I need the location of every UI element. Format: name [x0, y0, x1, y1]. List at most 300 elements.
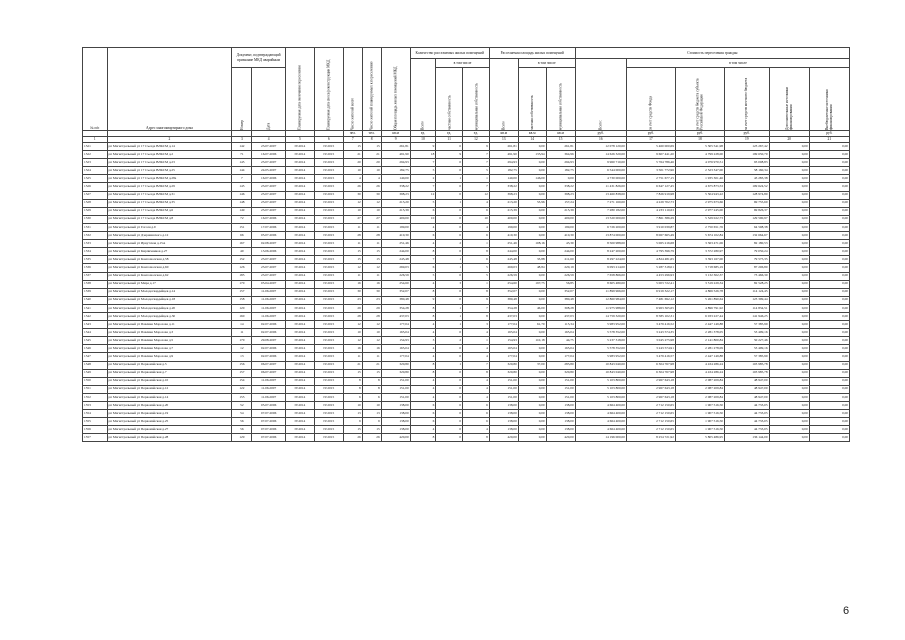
table-cell: 170: [232, 337, 252, 345]
table-cell: 8: [343, 385, 362, 393]
table-cell: IV.2015: [314, 183, 343, 191]
table-cell: 10: [343, 329, 362, 337]
table-cell: рп Магистральный ул Первомайская д.20: [107, 402, 232, 410]
table-cell: 10: [362, 329, 381, 337]
table-cell: 15: [362, 426, 381, 434]
table-cell: 16: [343, 280, 362, 288]
table-cell: 0,00: [769, 361, 809, 369]
table-cell: 0,00: [518, 418, 546, 426]
table-cell: 3: [410, 337, 436, 345]
table-cell: 11: [343, 223, 362, 231]
table-cell: 2 977 245,00: [675, 207, 724, 215]
table-cell: 213,20: [381, 199, 410, 207]
table-cell: IV.2015: [314, 321, 343, 329]
table-cell: 23.07.2007: [252, 183, 285, 191]
unit-cell: ед.: [410, 131, 436, 137]
table-cell: 4: [410, 321, 436, 329]
table-cell: 0,00: [518, 402, 546, 410]
table-cell: 4 233 110,63: [626, 207, 675, 215]
table-cell: 0,00: [518, 345, 546, 353]
header-col-document: Документ, подтверждающий признание МКД аварийным: [232, 48, 286, 68]
table-cell: 0,00: [518, 434, 546, 442]
table-cell: 410,30: [489, 232, 518, 240]
table-cell: 3 501 772,96: [626, 167, 675, 175]
table-cell: 8: [463, 434, 490, 442]
unit-cell: руб.: [724, 131, 769, 137]
table-cell: IV.2014: [285, 248, 314, 256]
table-cell: 269,03: [381, 264, 410, 272]
table-cell: рп Магистральный ул 17 Съезда ВЛКСМ д.35: [107, 199, 232, 207]
table-cell: 12: [343, 199, 362, 207]
table-cell: 79 050,24: [724, 248, 769, 256]
table-cell: 1536: [83, 264, 108, 272]
table-cell: 338,22: [489, 183, 518, 191]
header-col-planned-relocation: Планируемая дата окончания переселения: [285, 48, 314, 131]
table-cell: 44 733,05: [724, 418, 769, 426]
table-cell: 0: [436, 248, 463, 256]
table-cell: IV.2015: [314, 337, 343, 345]
table-cell: 165,04: [381, 345, 410, 353]
table-cell: 13 520 000,00: [575, 215, 626, 223]
table-cell: 02.08.2007: [252, 240, 285, 248]
table-row: [83, 256, 850, 264]
table-cell: 64 508,38: [724, 223, 769, 231]
table-cell: 308,28: [546, 304, 575, 312]
table-cell: 5 237 318,00: [575, 337, 626, 345]
table-cell: 0,00: [769, 256, 809, 264]
table-cell: 0: [436, 232, 463, 240]
table-cell: 5 103 800,00: [575, 385, 626, 393]
table-header: [83, 48, 850, 143]
table-cell: 0,00: [518, 377, 546, 385]
table-cell: 114 834,51: [724, 304, 769, 312]
table-cell: 0,00: [809, 312, 849, 320]
table-cell: 145: [232, 159, 252, 167]
table-cell: 27: [362, 215, 381, 223]
table-cell: 7 481 692,12: [626, 296, 675, 304]
table-cell: 177,04: [489, 321, 518, 329]
table-cell: 151,00: [381, 377, 410, 385]
table-cell: 151,00: [546, 385, 575, 393]
table-cell: 0: [436, 191, 463, 199]
table-cell: 11.06.2007: [252, 312, 285, 320]
table-cell: 215,39: [546, 207, 575, 215]
table-cell: 8: [362, 377, 381, 385]
table-cell: 1552: [83, 393, 108, 401]
table-cell: 254,60: [381, 280, 410, 288]
table-body: [83, 143, 850, 442]
table-cell: 420,00: [489, 434, 518, 442]
column-number-cell: 12: [463, 137, 490, 143]
table-cell: 10: [343, 402, 362, 410]
header-col-date: Дата: [252, 68, 285, 131]
table-cell: 3 393 167,00: [675, 256, 724, 264]
table-cell: 23.07.2007: [252, 207, 285, 215]
table-cell: 7 861 386,29: [626, 215, 675, 223]
table-cell: IV.2015: [314, 240, 343, 248]
table-cell: IV.2014: [285, 159, 314, 167]
table-cell: 4 795 396,79: [626, 248, 675, 256]
table-cell: 0,00: [518, 248, 546, 256]
table-cell: 0,00: [518, 288, 546, 296]
table-cell: 02.07.2006: [252, 353, 285, 361]
table-cell: 1544: [83, 329, 108, 337]
table-cell: 5 003 722,41: [626, 280, 675, 288]
table-cell: IV.2015: [314, 143, 343, 151]
table-cell: рп Магистральный ул Молодогвардейцев д.30: [107, 312, 232, 320]
table-cell: 1: [463, 240, 490, 248]
table-cell: 1540: [83, 296, 108, 304]
table-cell: 0: [436, 223, 463, 231]
table-cell: 122: [232, 385, 252, 393]
table-cell: 2 712 150,65: [626, 418, 675, 426]
table-cell: 11.06.2007: [252, 288, 285, 296]
table-row: [83, 385, 850, 393]
table-cell: 1527: [83, 191, 108, 199]
table-cell: IV.2014: [285, 385, 314, 393]
table-cell: 364,96: [546, 151, 575, 159]
table-cell: 13 460 838,00: [575, 191, 626, 199]
table-cell: 9: [463, 296, 490, 304]
header-cost-fund: за счет средств Фонда: [626, 68, 675, 131]
table-cell: 0: [436, 272, 463, 280]
table-cell: 420,00: [546, 434, 575, 442]
table-cell: 0,00: [518, 296, 546, 304]
table-cell: 23: [343, 296, 362, 304]
table-cell: 0: [436, 288, 463, 296]
table-cell: 2 751 677,15: [626, 175, 675, 183]
table-cell: рп Магистральный ул Первомайская д.7: [107, 369, 232, 377]
table-cell: 0,00: [809, 377, 849, 385]
table-cell: 21: [362, 151, 381, 159]
table-cell: рп Магистральный ул Первомайская д.14: [107, 393, 232, 401]
table-cell: 8: [343, 377, 362, 385]
table-cell: IV.2014: [285, 199, 314, 207]
table-cell: IV.2015: [314, 280, 343, 288]
table-cell: 13: [343, 410, 362, 418]
table-cell: 7: [410, 183, 436, 191]
table-cell: 24.05.2007: [252, 167, 285, 175]
table-cell: IV.2014: [285, 232, 314, 240]
table-row: [83, 264, 850, 272]
table-cell: 1: [463, 175, 490, 183]
table-cell: IV.2014: [285, 183, 314, 191]
table-cell: 93 008,83: [724, 159, 769, 167]
table-cell: 0,00: [809, 353, 849, 361]
table-cell: 23.07.2007: [252, 191, 285, 199]
table-cell: 0,00: [769, 288, 809, 296]
table-cell: 6: [463, 232, 490, 240]
table-cell: 29: [343, 304, 362, 312]
table-cell: 02.07.2006: [252, 321, 285, 329]
table-cell: 29: [362, 304, 381, 312]
table-cell: IV.2015: [314, 151, 343, 159]
table-cell: IV.2015: [314, 345, 343, 353]
table-cell: 14 626 320,00: [575, 151, 626, 159]
table-cell: 8 297 224,00: [575, 256, 626, 264]
table-cell: 0,00: [769, 296, 809, 304]
table-cell: 0,00: [769, 232, 809, 240]
table-cell: IV.2014: [285, 321, 314, 329]
table-row: [83, 329, 850, 337]
table-cell: 0,00: [809, 329, 849, 337]
table-cell: 0: [436, 207, 463, 215]
table-cell: 0: [436, 410, 463, 418]
table-cell: IV.2015: [314, 207, 343, 215]
table-cell: 69 755,60: [724, 199, 769, 207]
table-cell: 2 967 643,18: [626, 393, 675, 401]
table-cell: 8 254 721,92: [626, 434, 675, 442]
table-cell: 6: [463, 402, 490, 410]
table-cell: 1531: [83, 223, 108, 231]
header-room-count-group: Количество расселяемых жилых помещений: [410, 48, 489, 59]
table-cell: 1553: [83, 402, 108, 410]
table-cell: 12 860 984,00: [575, 296, 626, 304]
header-cost-regional: за счет средств бюджета субъекта Российской Федерации: [675, 68, 724, 131]
table-cell: 11.06.2007: [252, 304, 285, 312]
table-row: [83, 369, 850, 377]
table-cell: IV.2015: [314, 418, 343, 426]
table-cell: 0,00: [769, 353, 809, 361]
table-cell: 9: [343, 418, 362, 426]
table-row: [83, 288, 850, 296]
table-cell: 02.07.2006: [252, 329, 285, 337]
table-cell: 213,20: [489, 199, 518, 207]
table-cell: 151,00: [546, 377, 575, 385]
column-number-cell: 6: [314, 137, 343, 143]
table-cell: 5: [463, 264, 490, 272]
table-cell: IV.2014: [285, 353, 314, 361]
table-cell: 0,00: [769, 434, 809, 442]
table-cell: IV.2014: [285, 167, 314, 175]
table-cell: 1533: [83, 240, 108, 248]
table-cell: 491,90: [381, 151, 410, 159]
table-cell: 4 434 286,24: [675, 361, 724, 369]
table-cell: 151,00: [489, 393, 518, 401]
table-cell: 0,00: [809, 337, 849, 345]
table-cell: 7: [463, 304, 490, 312]
table-cell: 0,00: [809, 345, 849, 353]
column-number-cell: 14: [518, 137, 546, 143]
table-cell: 0,00: [518, 353, 546, 361]
table-cell: 4: [410, 353, 436, 361]
table-cell: 2 087 209,84: [675, 377, 724, 385]
table-cell: 7: [410, 159, 436, 167]
table-cell: 149: [232, 207, 252, 215]
table-row: [83, 410, 850, 418]
table-cell: 410,30: [546, 232, 575, 240]
table-cell: 11: [362, 223, 381, 231]
table-cell: 6: [410, 402, 436, 410]
table-cell: 9 607 441,20: [626, 151, 675, 159]
table-cell: 56,85: [546, 280, 575, 288]
table-cell: 138,00: [489, 426, 518, 434]
table-cell: 4: [463, 385, 490, 393]
header-col-address: Адрес многоквартирного дома: [107, 48, 232, 131]
table-cell: 8: [410, 288, 436, 296]
table-cell: 5: [463, 272, 490, 280]
table-cell: 338,22: [546, 183, 575, 191]
table-cell: 1556: [83, 426, 108, 434]
table-cell: 5 578 352,00: [575, 329, 626, 337]
table-cell: 160: [232, 312, 252, 320]
table-cell: 10: [463, 215, 490, 223]
table-cell: 244,00: [546, 248, 575, 256]
table-cell: 10: [343, 207, 362, 215]
table-cell: 0,00: [809, 385, 849, 393]
table-cell: 5 460 000,69: [626, 143, 675, 151]
table-cell: 114 124,45: [724, 288, 769, 296]
table-cell: рп Магистральный ул Комсомолская д.60: [107, 264, 232, 272]
table-cell: 4 866 526,78: [675, 288, 724, 296]
table-cell: 2 447 149,88: [675, 353, 724, 361]
table-cell: 30: [362, 191, 381, 199]
table-cell: 9: [463, 143, 490, 151]
table-cell: 0,00: [769, 240, 809, 248]
table-cell: 157: [232, 369, 252, 377]
table-cell: 251,46: [381, 240, 410, 248]
table-cell: 0,00: [769, 369, 809, 377]
table-cell: 138,00: [381, 402, 410, 410]
table-cell: IV.2015: [314, 410, 343, 418]
table-cell: 1549: [83, 369, 108, 377]
column-number-cell: 9: [381, 137, 410, 143]
table-cell: 05.07.2006: [252, 232, 285, 240]
table-cell: 7 271 160,00: [575, 199, 626, 207]
table-cell: 23.07.2007: [252, 272, 285, 280]
header-rooms-private: частная собственность: [436, 68, 463, 131]
register-sheet: [82, 47, 850, 442]
table-cell: 294,93: [381, 159, 410, 167]
table-cell: 1543: [83, 321, 108, 329]
table-cell: 26: [343, 434, 362, 442]
table-cell: 182,75: [381, 167, 410, 175]
table-cell: 17.07.2006: [252, 223, 285, 231]
table-cell: 7: [463, 159, 490, 167]
table-cell: 9: [436, 151, 463, 159]
table-cell: 15: [362, 369, 381, 377]
table-cell: 4: [463, 393, 490, 401]
table-cell: 245,48: [381, 256, 410, 264]
table-cell: рп Магистральный ул Первомайская д.12: [107, 385, 232, 393]
table-cell: 138,00: [381, 426, 410, 434]
table-cell: 0: [436, 385, 463, 393]
table-cell: 05.07.2006: [252, 402, 285, 410]
table-cell: 1521: [83, 143, 108, 151]
header-col-planned-demolition: Планируемая дата сноса/реконструкции МКД: [314, 48, 343, 131]
table-cell: 0,00: [769, 151, 809, 159]
table-cell: 151,00: [546, 393, 575, 401]
header-col-residents-planned: Число жителей планируемых к переселению: [362, 48, 381, 131]
table-cell: 0,00: [809, 199, 849, 207]
table-cell: рп Магистральный ул Дзержинского д.12: [107, 232, 232, 240]
table-cell: 21: [362, 361, 381, 369]
table-cell: 4: [463, 377, 490, 385]
table-cell: 151: [232, 223, 252, 231]
table-cell: 138,00: [381, 418, 410, 426]
table-cell: 11.06.2007: [252, 385, 285, 393]
table-cell: 11: [232, 329, 252, 337]
table-cell: IV.2015: [314, 361, 343, 369]
table-cell: 1: [463, 337, 490, 345]
table-cell: 73 466,30: [724, 272, 769, 280]
unit-cell: ед.: [463, 131, 490, 137]
table-cell: 354,28: [489, 304, 518, 312]
table-cell: 15: [343, 143, 362, 151]
header-col-no: № п/п: [83, 48, 108, 131]
table-cell: IV.2014: [285, 393, 314, 401]
table-cell: 0: [436, 296, 463, 304]
column-number-cell: 5: [285, 137, 314, 143]
table-cell: 23.07.2007: [252, 159, 285, 167]
table-cell: 1557: [83, 434, 108, 442]
table-cell: 26: [362, 183, 381, 191]
table-cell: 0,00: [769, 393, 809, 401]
table-cell: рп Магистральный ул Первомайская д.5: [107, 361, 232, 369]
table-cell: 0,00: [518, 272, 546, 280]
table-cell: 5 261 890,64: [675, 296, 724, 304]
table-cell: 0,00: [769, 304, 809, 312]
table-cell: 5 983 952,00: [575, 321, 626, 329]
table-cell: 110,18: [518, 337, 546, 345]
table-cell: 2: [436, 337, 463, 345]
table-cell: 1532: [83, 232, 108, 240]
table-cell: 16: [362, 280, 381, 288]
table-cell: 2 281 278,09: [675, 345, 724, 353]
table-cell: 0,00: [809, 183, 849, 191]
table-cell: 15: [362, 143, 381, 151]
table-cell: 4: [410, 385, 436, 393]
table-row: [83, 402, 850, 410]
table-cell: рп Магистральный ул Молодогвардейцев д.14: [107, 288, 232, 296]
table-cell: 151,00: [489, 377, 518, 385]
table-cell: 140,00: [381, 175, 410, 183]
table-cell: 2 967 643,18: [626, 377, 675, 385]
table-cell: 15: [362, 248, 381, 256]
table-cell: 14 196 000,00: [575, 434, 626, 442]
table-cell: 261,81: [546, 143, 575, 151]
table-row: [83, 215, 850, 223]
table-cell: 5 578 352,00: [575, 345, 626, 353]
table-cell: рп Магистральный ул Кирпичников д.27: [107, 248, 232, 256]
table-cell: 8: [410, 369, 436, 377]
column-number-cell: 2: [107, 137, 232, 143]
table-cell: 37,00: [518, 361, 546, 369]
table-cell: 12: [232, 345, 252, 353]
table-cell: рп Магистральный ул 17 Съезда ВЛКСМ д.2: [107, 151, 232, 159]
table-cell: 69 826,37: [724, 207, 769, 215]
table-cell: 61,70: [518, 321, 546, 329]
table-cell: 154,93: [489, 337, 518, 345]
table-cell: 155: [232, 393, 252, 401]
table-cell: 12 078 120,00: [575, 143, 626, 151]
table-cell: 148: [232, 199, 252, 207]
table-cell: 10: [362, 402, 381, 410]
table-row: [83, 183, 850, 191]
table-cell: 13: [232, 353, 252, 361]
table-cell: IV.2015: [314, 248, 343, 256]
table-cell: 5 103 800,00: [575, 377, 626, 385]
table-cell: 157,24: [546, 199, 575, 207]
table-cell: 12: [362, 264, 381, 272]
table-cell: 7: [463, 361, 490, 369]
unit-cell: руб.: [626, 131, 675, 137]
table-cell: 0,00: [809, 369, 849, 377]
table-cell: 11: [362, 353, 381, 361]
table-cell: 48,84: [518, 264, 546, 272]
table-cell: 352,07: [381, 288, 410, 296]
table-cell: рп Магистральный ул 17 Съезда ВЛКСМ д.14: [107, 143, 232, 151]
